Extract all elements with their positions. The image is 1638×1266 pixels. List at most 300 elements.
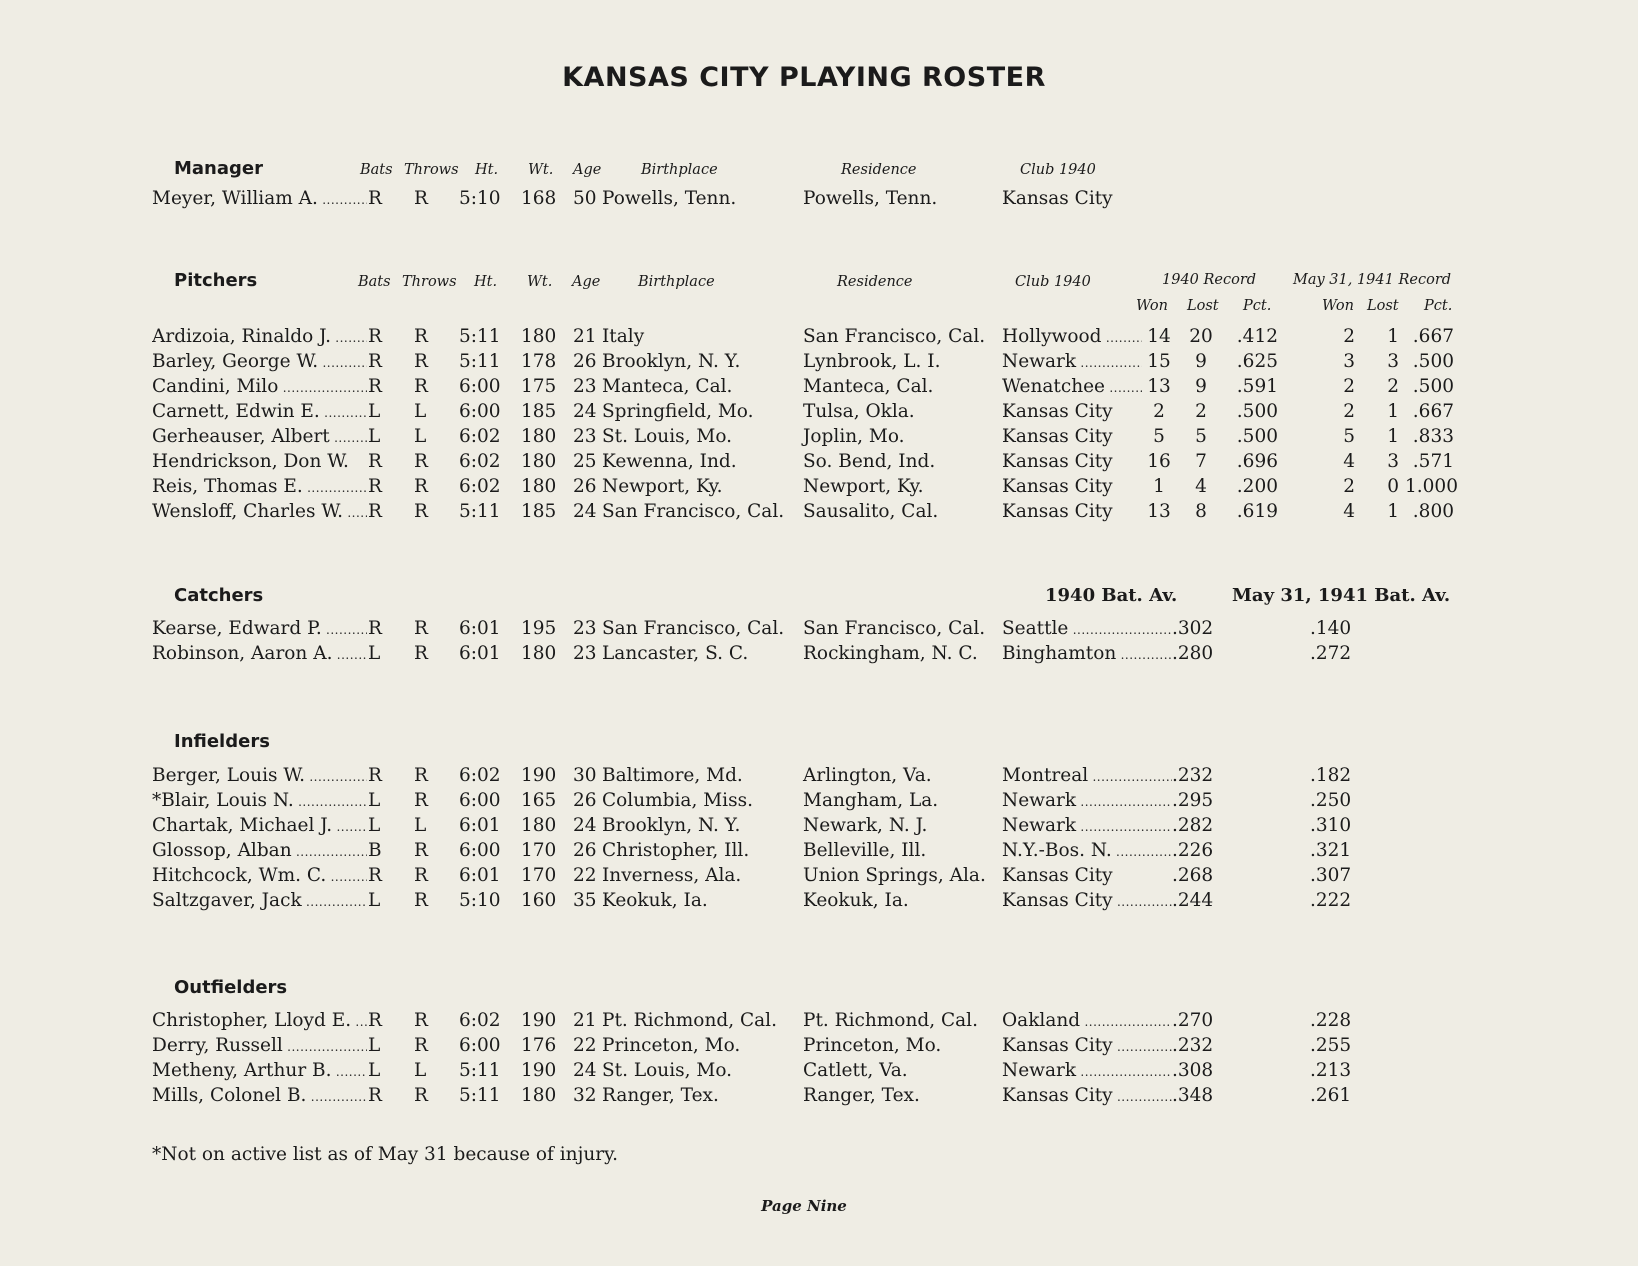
age-value: 26 bbox=[573, 476, 597, 497]
height-value: 5:11 bbox=[459, 501, 501, 522]
club-value: Oakland ..... bbox=[1002, 1010, 1172, 1031]
birthplace-value: Manteca, Cal. bbox=[602, 376, 733, 397]
won-1940-value: 13 bbox=[1142, 376, 1176, 397]
birthplace-value: Inverness, Ala. bbox=[602, 865, 742, 886]
pct-1940-value: .591 bbox=[1236, 376, 1278, 397]
header-club: Club 1940 bbox=[1015, 274, 1091, 290]
bat-1941-value: .250 bbox=[1310, 790, 1352, 811]
table-row bbox=[0, 1010, 1638, 1034]
table-row bbox=[0, 865, 1638, 889]
table-row bbox=[0, 840, 1638, 864]
table-row bbox=[0, 1035, 1638, 1059]
club-value: N.Y.-Bos. N. ..... bbox=[1002, 840, 1172, 861]
age-value: 22 bbox=[573, 1035, 597, 1056]
weight-value: 180 bbox=[521, 426, 557, 447]
birthplace-value: Springfield, Mo. bbox=[602, 401, 754, 422]
weight-value: 178 bbox=[521, 351, 557, 372]
bats-value: L bbox=[367, 401, 388, 422]
birthplace-value: St. Louis, Mo. bbox=[602, 1060, 733, 1081]
birthplace-value: Lancaster, S. C. bbox=[602, 643, 749, 664]
birthplace-value: Brooklyn, N. Y. bbox=[602, 815, 741, 836]
residence-value: Mangham, La. bbox=[803, 790, 939, 811]
height-value: 6:01 bbox=[459, 618, 501, 639]
weight-value: 160 bbox=[521, 890, 557, 911]
age-value: 23 bbox=[573, 376, 597, 397]
lost-1941-value: 1 bbox=[1387, 426, 1399, 447]
throws-value: R bbox=[414, 351, 428, 372]
bat-1940-value: .232 bbox=[1172, 1035, 1214, 1056]
birthplace-value: Kewenna, Ind. bbox=[602, 451, 737, 472]
bat-1940-value: .226 bbox=[1172, 840, 1214, 861]
weight-value: 176 bbox=[521, 1035, 557, 1056]
residence-value: Catlett, Va. bbox=[803, 1060, 908, 1081]
pct-1940-value: .619 bbox=[1236, 501, 1278, 522]
table-row bbox=[0, 326, 1638, 350]
player-name: Berger, Louis W. ..... bbox=[152, 765, 368, 786]
lost-1940-value: 9 bbox=[1195, 351, 1207, 372]
pct-1940-value: .500 bbox=[1236, 426, 1278, 447]
lost-1940-value: 4 bbox=[1195, 476, 1207, 497]
height-value: 5:11 bbox=[459, 1060, 501, 1081]
club-value: Kansas City bbox=[1002, 401, 1113, 422]
birthplace-value: Columbia, Miss. bbox=[602, 790, 753, 811]
player-name: Ardizoia, Rinaldo J. ..... bbox=[152, 326, 368, 347]
throws-value: R bbox=[414, 643, 428, 664]
height-value: 5:10 bbox=[459, 188, 501, 209]
club-value: Kansas City bbox=[1002, 476, 1113, 497]
player-name: Chartak, Michael J. ..... bbox=[152, 815, 368, 836]
won-1941-value: 2 bbox=[1343, 326, 1355, 347]
weight-value: 180 bbox=[521, 476, 557, 497]
throws-value: R bbox=[414, 865, 428, 886]
height-value: 5:11 bbox=[459, 326, 501, 347]
player-name: Gerheauser, Albert ..... bbox=[152, 426, 368, 447]
height-value: 6:00 bbox=[459, 840, 501, 861]
residence-value: Arlington, Va. bbox=[803, 765, 932, 786]
section-pitchers-label: Pitchers bbox=[174, 270, 258, 291]
weight-value: 175 bbox=[521, 376, 557, 397]
throws-value: R bbox=[414, 1085, 428, 1106]
table-row bbox=[0, 451, 1638, 475]
age-value: 24 bbox=[573, 401, 597, 422]
bat-1941-value: .182 bbox=[1310, 765, 1352, 786]
residence-value: Ranger, Tex. bbox=[803, 1085, 920, 1106]
pct-1940-value: .696 bbox=[1236, 451, 1278, 472]
bats-value: R bbox=[367, 1085, 388, 1106]
header-bat-1941: May 31, 1941 Bat. Av. bbox=[1232, 585, 1451, 606]
header-club: Club 1940 bbox=[1020, 162, 1096, 178]
bat-1941-value: .307 bbox=[1310, 865, 1352, 886]
lost-1941-value: 1 bbox=[1387, 501, 1399, 522]
club-value: Kansas City bbox=[1002, 865, 1113, 886]
age-value: 24 bbox=[573, 501, 597, 522]
height-value: 6:01 bbox=[459, 865, 501, 886]
birthplace-value: Ranger, Tex. bbox=[602, 1085, 719, 1106]
throws-value: R bbox=[414, 790, 428, 811]
throws-value: L bbox=[414, 401, 427, 422]
weight-value: 168 bbox=[521, 188, 557, 209]
table-row bbox=[0, 476, 1638, 500]
club-value: Kansas City ..... bbox=[1002, 1035, 1172, 1056]
lost-1941-value: 3 bbox=[1387, 451, 1399, 472]
bats-value: R bbox=[367, 1010, 388, 1031]
bats-value: L bbox=[367, 815, 388, 836]
won-1940-value: 5 bbox=[1142, 426, 1176, 447]
header-residence: Residence bbox=[841, 162, 917, 178]
height-value: 6:02 bbox=[459, 1010, 501, 1031]
header-pct-1940: Pct. bbox=[1243, 298, 1272, 314]
bat-1940-value: .244 bbox=[1172, 890, 1214, 911]
table-row bbox=[0, 376, 1638, 400]
throws-value: L bbox=[414, 426, 427, 447]
table-row bbox=[0, 1060, 1638, 1084]
header-age: Age bbox=[573, 162, 602, 178]
bat-1940-value: .348 bbox=[1172, 1085, 1214, 1106]
pct-1941-value: .571 bbox=[1412, 451, 1454, 472]
won-1941-value: 3 bbox=[1343, 351, 1355, 372]
bat-1941-value: .213 bbox=[1310, 1060, 1352, 1081]
weight-value: 185 bbox=[521, 501, 557, 522]
bat-1940-value: .295 bbox=[1172, 790, 1214, 811]
birthplace-value: Keokuk, Ia. bbox=[602, 890, 708, 911]
header-ht: Ht. bbox=[475, 162, 499, 178]
birthplace-value: Christopher, Ill. bbox=[602, 840, 750, 861]
table-row bbox=[0, 618, 1638, 642]
residence-value: Tulsa, Okla. bbox=[803, 401, 915, 422]
won-1940-value: 1 bbox=[1142, 476, 1176, 497]
weight-value: 195 bbox=[521, 618, 557, 639]
birthplace-value: Pt. Richmond, Cal. bbox=[602, 1010, 777, 1031]
player-name: Saltzgaver, Jack ..... bbox=[152, 890, 368, 911]
section-manager-label: Manager bbox=[174, 158, 263, 179]
height-value: 6:00 bbox=[459, 376, 501, 397]
player-name: Barley, George W. ..... bbox=[152, 351, 368, 372]
table-row bbox=[0, 815, 1638, 839]
bats-value: R bbox=[367, 376, 388, 397]
age-value: 50 bbox=[573, 188, 597, 209]
bat-1940-value: .268 bbox=[1172, 865, 1214, 886]
bat-1940-value: .232 bbox=[1172, 765, 1214, 786]
height-value: 5:11 bbox=[459, 1085, 501, 1106]
height-value: 6:02 bbox=[459, 765, 501, 786]
weight-value: 190 bbox=[521, 1060, 557, 1081]
height-value: 6:02 bbox=[459, 476, 501, 497]
club-value: Montreal ..... bbox=[1002, 765, 1172, 786]
header-won-1940: Won bbox=[1136, 298, 1168, 314]
won-1940-value: 15 bbox=[1142, 351, 1176, 372]
weight-value: 180 bbox=[521, 326, 557, 347]
birthplace-value: Powells, Tenn. bbox=[602, 188, 737, 209]
bat-1941-value: .228 bbox=[1310, 1010, 1352, 1031]
table-row bbox=[0, 501, 1638, 525]
player-name: Glossop, Alban ..... bbox=[152, 840, 368, 861]
lost-1941-value: 0 bbox=[1387, 476, 1399, 497]
throws-value: R bbox=[414, 326, 428, 347]
lost-1940-value: 5 bbox=[1195, 426, 1207, 447]
pct-1940-value: .200 bbox=[1236, 476, 1278, 497]
height-value: 6:02 bbox=[459, 451, 501, 472]
residence-value: Newark, N. J. bbox=[803, 815, 928, 836]
player-name: Carnett, Edwin E. ..... bbox=[152, 401, 368, 422]
residence-value: Sausalito, Cal. bbox=[803, 501, 939, 522]
header-ht: Ht. bbox=[474, 274, 498, 290]
height-value: 6:00 bbox=[459, 790, 501, 811]
weight-value: 180 bbox=[521, 643, 557, 664]
bats-value: B bbox=[367, 840, 388, 861]
bats-value: L bbox=[367, 1060, 388, 1081]
height-value: 6:01 bbox=[459, 815, 501, 836]
player-name: Wensloff, Charles W. ..... bbox=[152, 501, 368, 522]
residence-value: San Francisco, Cal. bbox=[803, 618, 986, 639]
club-value: Hollywood ..... bbox=[1002, 326, 1172, 347]
pct-1940-value: .625 bbox=[1236, 351, 1278, 372]
club-value: Kansas City bbox=[1002, 501, 1113, 522]
lost-1940-value: 7 bbox=[1195, 451, 1207, 472]
club-value: Kansas City bbox=[1002, 451, 1113, 472]
lost-1940-value: 9 bbox=[1195, 376, 1207, 397]
bat-1941-value: .261 bbox=[1310, 1085, 1352, 1106]
lost-1940-value: 20 bbox=[1189, 326, 1213, 347]
pct-1941-value: .833 bbox=[1412, 426, 1454, 447]
residence-value: Princeton, Mo. bbox=[803, 1035, 942, 1056]
weight-value: 185 bbox=[521, 401, 557, 422]
player-name: Hitchcock, Wm. C. ..... bbox=[152, 865, 368, 886]
club-value: Kansas City ..... bbox=[1002, 1085, 1172, 1106]
throws-value: R bbox=[414, 501, 428, 522]
bats-value: R bbox=[367, 451, 388, 472]
throws-value: L bbox=[414, 1060, 427, 1081]
player-name: Kearse, Edward P. ..... bbox=[152, 618, 368, 639]
throws-value: R bbox=[414, 476, 428, 497]
lost-1941-value: 1 bbox=[1387, 401, 1399, 422]
club-value: Kansas City bbox=[1002, 188, 1113, 209]
bats-value: R bbox=[367, 188, 388, 209]
player-name: Christopher, Lloyd E. ..... bbox=[152, 1010, 368, 1031]
birthplace-value: Newport, Ky. bbox=[602, 476, 723, 497]
club-value: Binghamton ..... bbox=[1002, 643, 1172, 664]
section-outfielders-label: Outfielders bbox=[174, 977, 288, 998]
table-row bbox=[0, 643, 1638, 667]
pct-1941-value: .667 bbox=[1412, 326, 1454, 347]
player-name: Metheny, Arthur B. ..... bbox=[152, 1060, 368, 1081]
header-age: Age bbox=[572, 274, 601, 290]
height-value: 6:01 bbox=[459, 643, 501, 664]
club-value: Newark ..... bbox=[1002, 1060, 1172, 1081]
age-value: 21 bbox=[573, 326, 597, 347]
header-won-1941: Won bbox=[1322, 298, 1354, 314]
table-row bbox=[0, 890, 1638, 914]
birthplace-value: Baltimore, Md. bbox=[602, 765, 743, 786]
weight-value: 190 bbox=[521, 765, 557, 786]
lost-1940-value: 8 bbox=[1195, 501, 1207, 522]
header-birthplace: Birthplace bbox=[638, 274, 715, 290]
won-1941-value: 2 bbox=[1343, 401, 1355, 422]
player-name: Derry, Russell ..... bbox=[152, 1035, 368, 1056]
age-value: 26 bbox=[573, 840, 597, 861]
table-row bbox=[0, 351, 1638, 375]
header-lost-1940: Lost bbox=[1187, 298, 1219, 314]
throws-value: R bbox=[414, 1035, 428, 1056]
lost-1941-value: 1 bbox=[1387, 326, 1399, 347]
club-value: Newark ..... bbox=[1002, 790, 1172, 811]
bats-value: L bbox=[367, 890, 388, 911]
age-value: 26 bbox=[573, 790, 597, 811]
header-record-1940: 1940 Record bbox=[1162, 272, 1257, 288]
throws-value: R bbox=[414, 890, 428, 911]
birthplace-value: St. Louis, Mo. bbox=[602, 426, 733, 447]
height-value: 5:11 bbox=[459, 351, 501, 372]
residence-value: Rockingham, N. C. bbox=[803, 643, 978, 664]
bat-1941-value: .272 bbox=[1310, 643, 1352, 664]
throws-value: R bbox=[414, 765, 428, 786]
header-throws: Throws bbox=[402, 274, 457, 290]
header-bats: Bats bbox=[358, 274, 391, 290]
manager-row bbox=[0, 188, 1638, 212]
weight-value: 180 bbox=[521, 815, 557, 836]
header-pct-1941: Pct. bbox=[1424, 298, 1453, 314]
club-value: Newark ..... bbox=[1002, 815, 1172, 836]
header-throws: Throws bbox=[404, 162, 459, 178]
pct-1941-value: .800 bbox=[1412, 501, 1454, 522]
age-value: 32 bbox=[573, 1085, 597, 1106]
won-1940-value: 2 bbox=[1142, 401, 1176, 422]
player-name: Meyer, William A. ..... bbox=[152, 188, 368, 209]
injury-footnote: *Not on active list as of May 31 because of injury. bbox=[152, 1144, 618, 1165]
age-value: 25 bbox=[573, 451, 597, 472]
residence-value: Newport, Ky. bbox=[803, 476, 924, 497]
won-1941-value: 5 bbox=[1343, 426, 1355, 447]
bats-value: R bbox=[367, 765, 388, 786]
player-name: Candini, Milo ..... bbox=[152, 376, 368, 397]
header-wt: Wt. bbox=[528, 162, 554, 178]
won-1940-value: 13 bbox=[1142, 501, 1176, 522]
residence-value: Union Springs, Ala. bbox=[803, 865, 986, 886]
age-value: 22 bbox=[573, 865, 597, 886]
player-name: Reis, Thomas E. ..... bbox=[152, 476, 368, 497]
table-row bbox=[0, 401, 1638, 425]
table-row bbox=[0, 790, 1638, 814]
section-catchers-label: Catchers bbox=[174, 585, 264, 606]
player-name: Robinson, Aaron A. ..... bbox=[152, 643, 368, 664]
header-bats: Bats bbox=[360, 162, 393, 178]
bats-value: R bbox=[367, 618, 388, 639]
residence-value: Powells, Tenn. bbox=[803, 188, 938, 209]
bat-1941-value: .140 bbox=[1310, 618, 1352, 639]
throws-value: R bbox=[414, 618, 428, 639]
club-value: Kansas City ..... bbox=[1002, 890, 1172, 911]
age-value: 24 bbox=[573, 1060, 597, 1081]
bat-1941-value: .222 bbox=[1310, 890, 1352, 911]
height-value: 5:10 bbox=[459, 890, 501, 911]
residence-value: Manteca, Cal. bbox=[803, 376, 934, 397]
bats-value: L bbox=[367, 426, 388, 447]
bats-value: L bbox=[367, 790, 388, 811]
won-1941-value: 2 bbox=[1343, 376, 1355, 397]
club-value: Newark ..... bbox=[1002, 351, 1172, 372]
weight-value: 180 bbox=[521, 451, 557, 472]
won-1941-value: 2 bbox=[1343, 476, 1355, 497]
weight-value: 165 bbox=[521, 790, 557, 811]
player-name: Hendrickson, Don W. bbox=[152, 451, 349, 472]
bats-value: R bbox=[367, 865, 388, 886]
bats-value: R bbox=[367, 326, 388, 347]
lost-1941-value: 2 bbox=[1387, 376, 1399, 397]
residence-value: Belleville, Ill. bbox=[803, 840, 927, 861]
lost-1941-value: 3 bbox=[1387, 351, 1399, 372]
pct-1941-value: .667 bbox=[1412, 401, 1454, 422]
bats-value: L bbox=[367, 1035, 388, 1056]
header-birthplace: Birthplace bbox=[641, 162, 718, 178]
age-value: 21 bbox=[573, 1010, 597, 1031]
age-value: 35 bbox=[573, 890, 597, 911]
birthplace-value: Brooklyn, N. Y. bbox=[602, 351, 741, 372]
player-name: Mills, Colonel B. ..... bbox=[152, 1085, 368, 1106]
age-value: 23 bbox=[573, 426, 597, 447]
throws-value: R bbox=[414, 1010, 428, 1031]
residence-value: Joplin, Mo. bbox=[803, 426, 905, 447]
header-residence: Residence bbox=[837, 274, 913, 290]
pct-1941-value: 1.000 bbox=[1405, 476, 1458, 497]
weight-value: 180 bbox=[521, 1085, 557, 1106]
weight-value: 170 bbox=[521, 865, 557, 886]
club-value: Kansas City bbox=[1002, 426, 1113, 447]
birthplace-value: Italy bbox=[602, 326, 645, 347]
birthplace-value: San Francisco, Cal. bbox=[602, 501, 785, 522]
table-row bbox=[0, 1085, 1638, 1109]
pct-1941-value: .500 bbox=[1412, 351, 1454, 372]
height-value: 6:00 bbox=[459, 1035, 501, 1056]
birthplace-value: San Francisco, Cal. bbox=[602, 618, 785, 639]
player-name: *Blair, Louis N. ..... bbox=[152, 790, 368, 811]
bats-value: R bbox=[367, 501, 388, 522]
age-value: 30 bbox=[573, 765, 597, 786]
won-1941-value: 4 bbox=[1343, 451, 1355, 472]
pct-1940-value: .412 bbox=[1236, 326, 1278, 347]
bat-1940-value: .308 bbox=[1172, 1060, 1214, 1081]
bats-value: L bbox=[367, 643, 388, 664]
age-value: 23 bbox=[573, 643, 597, 664]
won-1941-value: 4 bbox=[1343, 501, 1355, 522]
throws-value: L bbox=[414, 815, 427, 836]
page-number: Page Nine bbox=[761, 1197, 847, 1215]
throws-value: R bbox=[414, 451, 428, 472]
bat-1940-value: .282 bbox=[1172, 815, 1214, 836]
bat-1940-value: .280 bbox=[1172, 643, 1214, 664]
bats-value: R bbox=[367, 351, 388, 372]
bat-1941-value: .321 bbox=[1310, 840, 1352, 861]
lost-1940-value: 2 bbox=[1195, 401, 1207, 422]
club-value: Seattle ..... bbox=[1002, 618, 1172, 639]
age-value: 24 bbox=[573, 815, 597, 836]
weight-value: 170 bbox=[521, 840, 557, 861]
residence-value: So. Bend, Ind. bbox=[803, 451, 936, 472]
header-lost-1941: Lost bbox=[1367, 298, 1399, 314]
throws-value: R bbox=[414, 188, 428, 209]
table-row bbox=[0, 765, 1638, 789]
weight-value: 190 bbox=[521, 1010, 557, 1031]
throws-value: R bbox=[414, 376, 428, 397]
height-value: 6:00 bbox=[459, 401, 501, 422]
page-title: KANSAS CITY PLAYING ROSTER bbox=[562, 62, 1046, 93]
throws-value: R bbox=[414, 840, 428, 861]
header-wt: Wt. bbox=[527, 274, 553, 290]
won-1940-value: 16 bbox=[1142, 451, 1176, 472]
pct-1940-value: .500 bbox=[1236, 401, 1278, 422]
age-value: 23 bbox=[573, 618, 597, 639]
residence-value: Pt. Richmond, Cal. bbox=[803, 1010, 978, 1031]
residence-value: Keokuk, Ia. bbox=[803, 890, 909, 911]
bat-1941-value: .255 bbox=[1310, 1035, 1352, 1056]
